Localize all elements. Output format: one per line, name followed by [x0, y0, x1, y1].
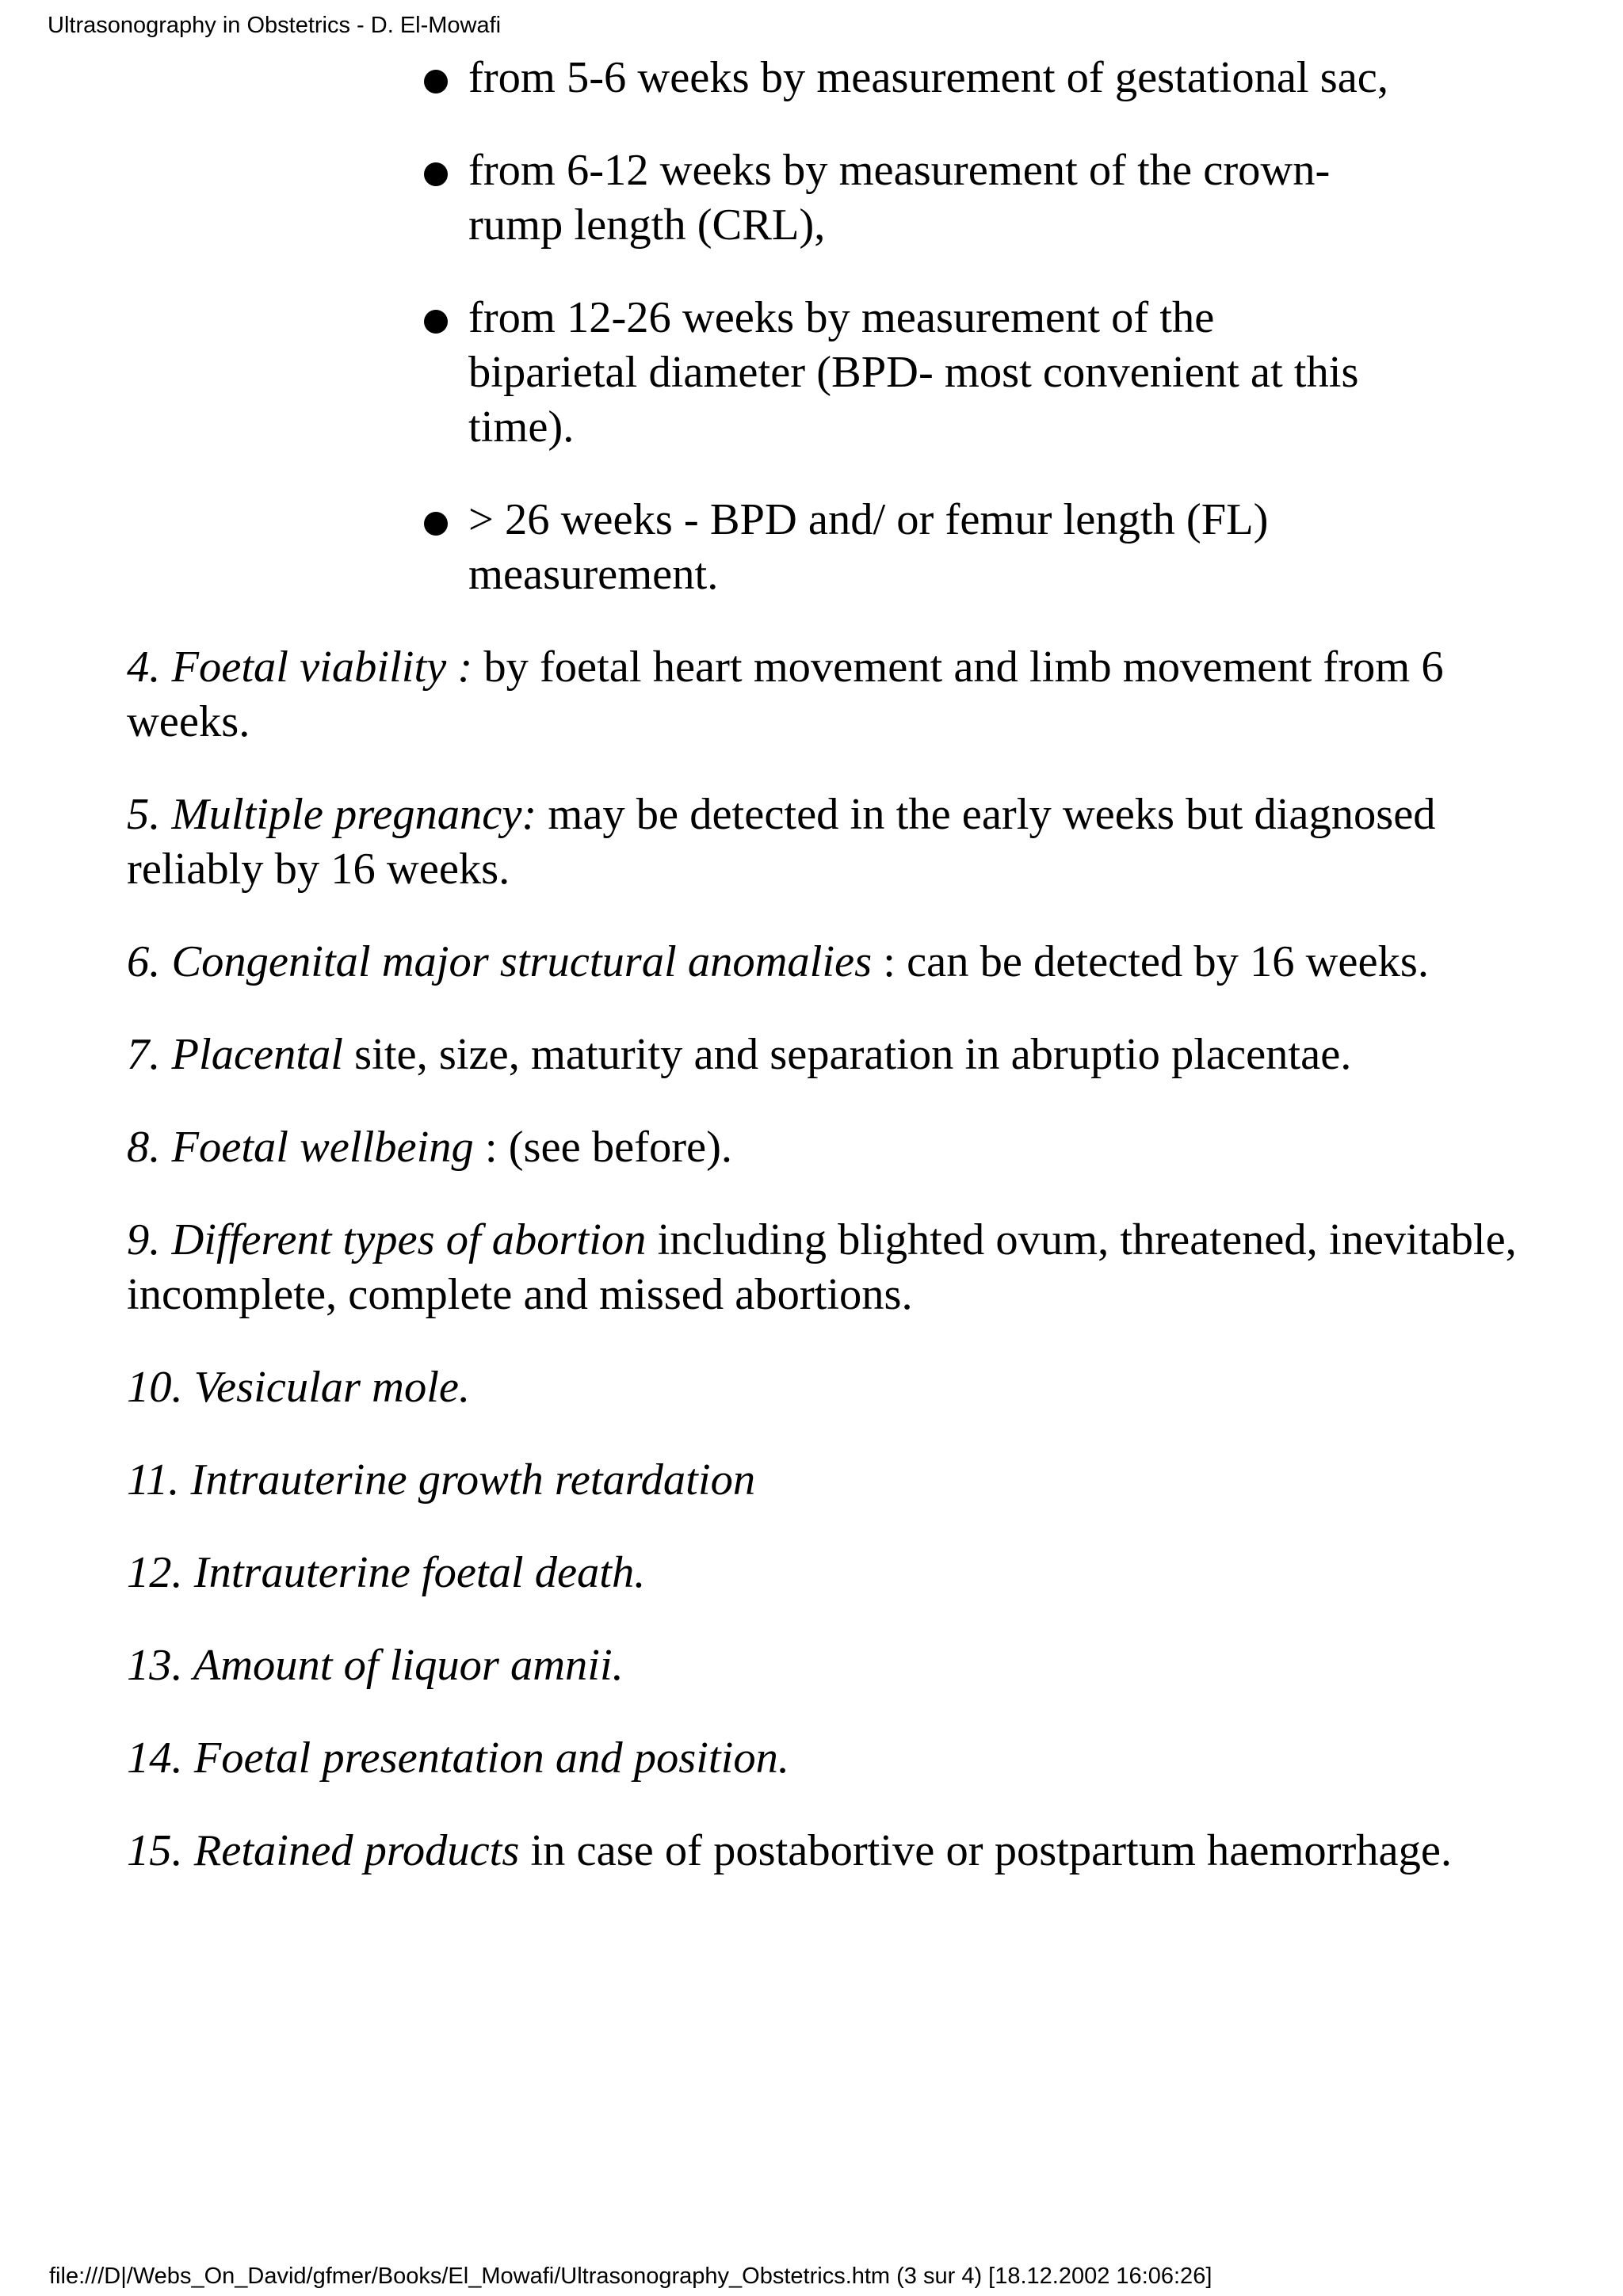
indication-title: 10. Vesicular mole.: [127, 1363, 471, 1412]
indication-item: [127, 1453, 1577, 1508]
indication-title: 8. Foetal wellbeing: [127, 1123, 474, 1172]
indication-item: [127, 1824, 1577, 1878]
indication-title: 12. Intrauterine foetal death.: [127, 1548, 646, 1597]
indication-title: 14. Foetal presentation and position.: [127, 1733, 789, 1783]
list-item-text: from 5-6 weeks by measurement of gestational sac,: [468, 53, 1389, 102]
document-body: [127, 51, 1585, 1917]
indication-item: [127, 1546, 1577, 1600]
indication-title: 15. Retained products: [127, 1826, 520, 1875]
indication-title: 6. Congenital major structural anomalies: [127, 937, 873, 986]
indication-text: : (see before).: [473, 1123, 733, 1172]
indication-text: including blighted ovum, threatened, inevitable, incomplete, complete and missed abortions.: [127, 1215, 1517, 1319]
indication-item: [127, 1120, 1577, 1175]
bullet-icon: [424, 70, 448, 93]
indication-item: [127, 1731, 1577, 1786]
list-item-text: > 26 weeks - BPD and/ or femur length (FL) measurement.: [468, 495, 1269, 599]
bullet-icon: [424, 310, 448, 334]
indication-item: [127, 1213, 1577, 1322]
bullet-icon: [424, 512, 448, 536]
list-item: [424, 51, 1391, 105]
list-item: [424, 143, 1391, 253]
indication-item: [127, 640, 1577, 749]
bullet-icon: [424, 162, 448, 186]
indication-item: [127, 935, 1577, 990]
indication-item: [127, 788, 1577, 897]
indication-text: in case of postabortive or postpartum haemorrhage.: [519, 1826, 1453, 1875]
list-item: [424, 493, 1391, 602]
indication-text: site, size, maturity and separation in abruptio placentae.: [343, 1030, 1352, 1079]
indication-title: 7. Placental: [127, 1030, 344, 1079]
indication-title: 4. Foetal viability :: [127, 643, 473, 692]
list-item: [424, 291, 1391, 455]
indication-title: 5. Multiple pregnancy:: [127, 790, 537, 839]
indication-item: [127, 1360, 1577, 1415]
gestational-age-list: [127, 51, 1585, 602]
indication-title: 9. Different types of abortion: [127, 1215, 647, 1264]
page-header: Ultrasonography in Obstetrics - D. El-Mowafi: [48, 13, 502, 38]
indications-list: [127, 640, 1585, 1878]
indication-text: by foetal heart movement and limb movement from 6 weeks.: [127, 643, 1444, 746]
list-item-text: from 12-26 weeks by measurement of the biparietal diameter (BPD- most convenient at this time).: [468, 293, 1359, 452]
indication-item: [127, 1638, 1577, 1693]
indication-title: 13. Amount of liquor amnii.: [127, 1641, 624, 1690]
indication-item: [127, 1028, 1577, 1082]
page-footer-url: file:///D|/Webs_On_David/gfmer/Books/El_Mowafi/Ultrasonography_Obstetrics.htm (3 sur 4) [18.12.2002 16:06:26]: [49, 2264, 1212, 2289]
list-item-text: from 6-12 weeks by measurement of the crown- rump length (CRL),: [468, 146, 1331, 250]
indication-title: 11. Intrauterine growth retardation: [127, 1455, 756, 1505]
indication-text: may be detected in the early weeks but diagnosed reliably by 16 weeks.: [127, 790, 1436, 894]
indication-text: : can be detected by 16 weeks.: [872, 937, 1429, 986]
